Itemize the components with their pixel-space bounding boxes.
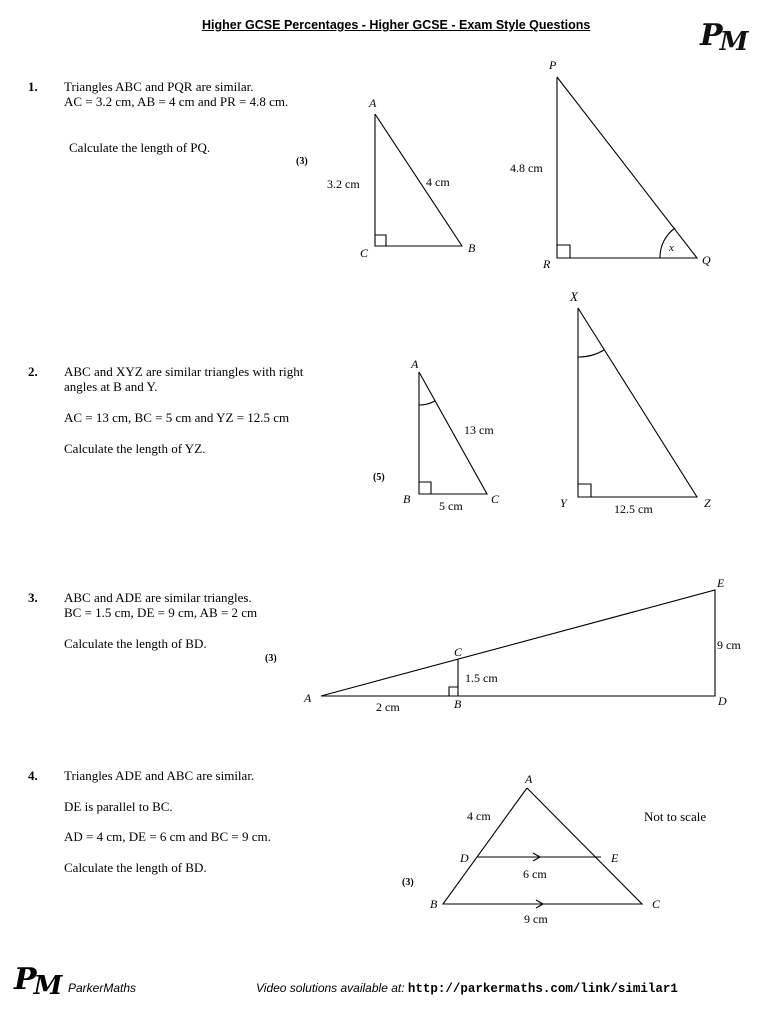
question-1-text-line-2: AC = 3.2 cm, AB = 4 cm and PR = 4.8 cm. <box>64 94 289 109</box>
q4-label-bc: 9 cm <box>524 912 548 926</box>
q4-label-b: B <box>430 897 438 911</box>
question-3-marks: (3) <box>265 653 277 664</box>
q1-label-p: P <box>549 58 557 72</box>
angle-a-arc-q2 <box>419 401 435 405</box>
triangle-abc-q4 <box>443 788 642 904</box>
question-1-prompt: Calculate the length of PQ. <box>69 140 211 155</box>
page-title: Higher GCSE Percentages - Higher GCSE - Exam Style Questions <box>202 18 591 32</box>
triangle-xyz <box>578 308 697 497</box>
q1-label-pr: 4.8 cm <box>510 161 543 175</box>
question-4-number: 4. <box>28 768 38 783</box>
footer-video-link[interactable] <box>256 981 678 996</box>
q1-label-ab: 4 cm <box>426 175 450 189</box>
question-3-prompt: Calculate the length of BD. <box>64 636 207 651</box>
footer-brand: ParkerMaths <box>68 981 137 995</box>
right-angle-b-q3 <box>449 687 458 696</box>
q1-label-r: R <box>543 257 551 271</box>
q4-label-c: C <box>652 897 661 911</box>
question-4-text-line-1: Triangles ADE and ABC are similar. <box>64 768 255 783</box>
question-2-number: 2. <box>28 364 38 379</box>
question-3-text-line-1: ABC and ADE are similar triangles. <box>64 590 252 605</box>
q3-label-ab: 2 cm <box>376 700 400 714</box>
question-1-text-line-1: Triangles ABC and PQR are similar. <box>64 79 254 94</box>
q1-label-c: C <box>360 246 369 260</box>
q3-label-c: C <box>454 645 463 659</box>
q2-label-y: Y <box>560 496 567 510</box>
right-angle-b-q2 <box>419 482 431 494</box>
question-4-parallel: DE is parallel to BC. <box>64 799 173 814</box>
q2-label-x: X <box>570 289 578 304</box>
q4-label-d: D <box>460 851 469 865</box>
q4-label-ad: 4 cm <box>467 809 491 823</box>
q2-label-c: C <box>491 492 500 506</box>
q3-label-e: E <box>717 576 725 590</box>
right-angle-r <box>557 245 570 258</box>
question-2-marks: (5) <box>373 472 385 483</box>
q1-label-q: Q <box>702 253 711 267</box>
not-to-scale-note: Not to scale <box>644 809 707 824</box>
question-1-marks: (3) <box>296 156 308 167</box>
q1-label-a: A <box>369 96 377 110</box>
parkermaths-logo: PM <box>700 18 746 57</box>
question-3-text-line-2: BC = 1.5 cm, DE = 9 cm, AB = 2 cm <box>64 605 258 620</box>
q1-label-ac: 3.2 cm <box>327 177 360 191</box>
question-4-marks: (3) <box>402 877 414 888</box>
q3-label-bc: 1.5 cm <box>465 671 498 685</box>
question-1-number: 1. <box>28 79 38 94</box>
question-2-given: AC = 13 cm, BC = 5 cm and YZ = 12.5 cm <box>64 410 290 425</box>
question-3-number: 3. <box>28 590 38 605</box>
q2-label-a: A <box>411 357 419 371</box>
q2-label-z: Z <box>704 496 711 510</box>
triangle-pqr <box>557 77 697 258</box>
q4-label-de: 6 cm <box>523 867 547 881</box>
q3-label-d: D <box>718 694 727 708</box>
footer-url[interactable]: http://parkermaths.com/link/similar1 <box>407 982 678 996</box>
footer-logo: PM <box>14 962 60 1001</box>
q2-label-yz: 12.5 cm <box>614 502 653 516</box>
right-angle-y <box>578 484 591 497</box>
q2-label-b: B <box>403 492 411 506</box>
q3-label-de: 9 cm <box>717 638 741 652</box>
q3-label-a: A <box>304 691 312 705</box>
question-2-text-line-2: angles at B and Y. <box>64 379 158 394</box>
question-2-text-line-1: ABC and XYZ are similar triangles with right <box>64 364 304 379</box>
angle-x-arc-q2 <box>578 350 604 357</box>
right-angle-c-q1 <box>375 235 386 246</box>
question-4-given: AD = 4 cm, DE = 6 cm and BC = 9 cm. <box>64 829 271 844</box>
q4-label-a: A <box>525 772 533 786</box>
q1-label-b: B <box>468 241 476 255</box>
q1-label-angle-x: x <box>669 242 674 254</box>
q2-label-bc: 5 cm <box>439 499 463 513</box>
triangle-ade-q3 <box>321 590 715 696</box>
q3-label-b: B <box>454 697 462 711</box>
q4-label-e: E <box>611 851 619 865</box>
question-4-prompt: Calculate the length of BD. <box>64 860 207 875</box>
question-2-prompt: Calculate the length of YZ. <box>64 441 206 456</box>
q2-label-ac: 13 cm <box>464 423 494 437</box>
footer-video-text: Video solutions available at: <box>256 981 408 995</box>
